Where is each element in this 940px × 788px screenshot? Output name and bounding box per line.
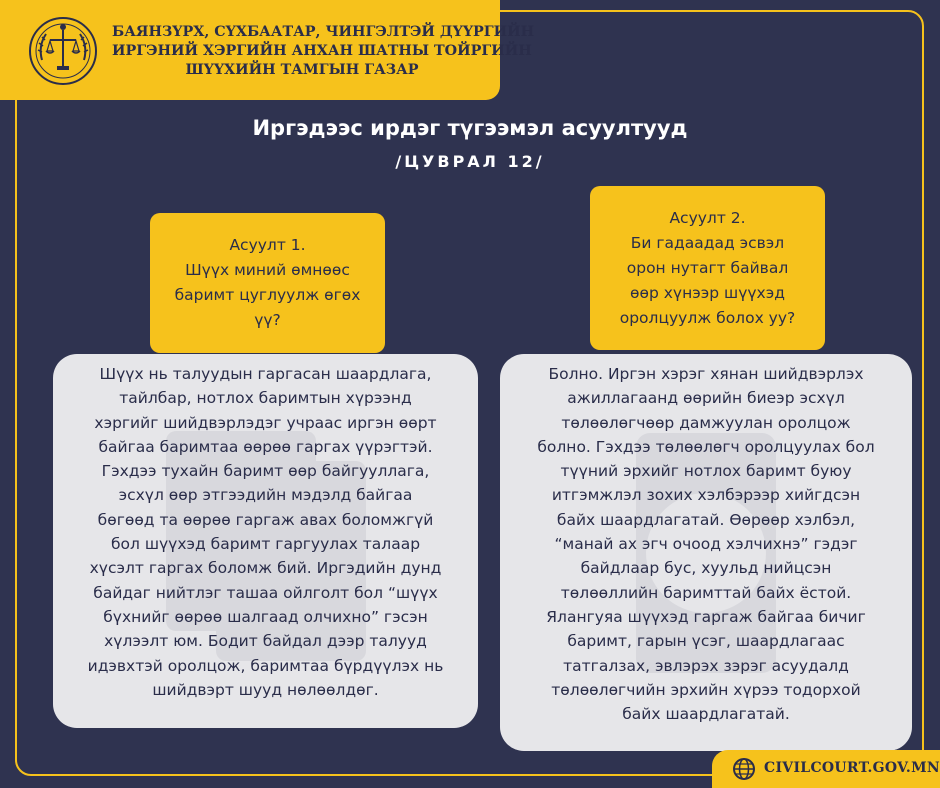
answer-text-line: итгэмжлэл зохих хэлбэрээр хийгдсэн bbox=[551, 486, 861, 505]
answer-text-line: байх шаардлагатай. bbox=[622, 705, 790, 724]
answer-text-line: тайлбар, нотлох баримтын хүрээнд bbox=[119, 389, 412, 408]
question-text-line: орон нутагт байвал bbox=[626, 258, 789, 277]
question-text-line: Би гадаадад эсвэл bbox=[630, 233, 785, 252]
answer-text-line: эсхүл өөр этгээдийн мэдэлд байгаа bbox=[118, 486, 413, 505]
answer-text-line: бөгөөд та өөрөө гаргаж авах боломжгүй bbox=[97, 510, 434, 529]
question-2-box bbox=[590, 186, 825, 350]
answer-text-line: байдаг нийтлэг ташаа ойлголт бол “шүүх bbox=[93, 583, 438, 602]
answer-text-line: бүхнийг өөрөө шалгаад олчихно” гэсэн bbox=[103, 607, 428, 626]
organization-name bbox=[112, 23, 535, 80]
org-name-line: ШҮҮХИЙН ТАМГЫН ГАЗАР bbox=[185, 62, 419, 78]
answer-text-line: хүлээлт юм. Бодит байдал дээр талууд bbox=[104, 632, 427, 651]
answer-text-line: идэвхтэй оролцож, баримтаа бүрдүүлэх нь bbox=[87, 656, 444, 675]
answer-text-line: баримт, гарын үсэг, шаардлагаас bbox=[567, 632, 845, 651]
globe-icon bbox=[732, 757, 756, 781]
answer-text-line: Шүүх нь талуудын гаргасан шаардлага, bbox=[99, 365, 432, 383]
org-name-line: БАЯНЗҮРХ, СҮХБААТАР, ЧИНГЭЛТЭЙ ДҮҮРГИЙН bbox=[112, 24, 535, 40]
answer-text-line: Гэхдээ тухайн баримт өөр байгууллага, bbox=[101, 462, 430, 481]
footer-website-badge bbox=[712, 750, 940, 788]
court-emblem-icon bbox=[28, 16, 98, 86]
answer-2-box bbox=[500, 354, 912, 751]
answer-1-box bbox=[53, 354, 478, 728]
answer-text-line: Болно. Иргэн хэрэг хянан шийдвэрлэх bbox=[548, 365, 864, 383]
answer-text-line: байгаа баримтаа өөрөө гаргах үүрэгтэй. bbox=[98, 437, 433, 456]
answer-text-line: төлөөлөгчөөр дамжуулан оролцож bbox=[561, 413, 851, 432]
answer-text-line: байх шаардлагатай. Өөрөөр хэлбэл, bbox=[556, 510, 856, 529]
answer-text-line: хэргийг шийдвэрлэдэг учраас иргэн өөрт bbox=[94, 413, 437, 432]
answer-text-line: төлөөлөгчийн эрхийн хүрээ тодорхой bbox=[551, 680, 861, 699]
answer-text-line: татгалзах, эвлэрэх зэрэг асуудалд bbox=[563, 656, 849, 675]
answer-text-line: төлөөллийн баримттай байх ёстой. bbox=[560, 583, 852, 602]
answer-text-line: хүсэлт гаргах боломж бий. Иргэдийн дунд bbox=[89, 559, 442, 578]
org-name-line: ИРГЭНИЙ ХЭРГИЙН АНХАН ШАТНЫ ТОЙРГИЙН bbox=[112, 43, 532, 59]
answer-text-line: Ялангуяа шүүхэд гаргаж байгаа бичиг bbox=[546, 607, 866, 626]
page-title: Иргэдээс ирдэг түгээмэл асуултууд bbox=[252, 116, 688, 140]
question-label: Асуулт 2. bbox=[669, 208, 746, 227]
question-label: Асуулт 1. bbox=[229, 236, 306, 254]
question-text-line: оролцуулж болох уу? bbox=[619, 308, 796, 327]
website-url[interactable]: CIVILCOURT.GOV.MN bbox=[764, 760, 940, 776]
answer-text-line: бол шүүхэд баримт гаргуулах талаар bbox=[110, 535, 421, 554]
answer-text-line: ажиллагаанд өөрийн биеэр эсхүл bbox=[567, 389, 845, 408]
answer-text-line: болно. Гэхдээ төлөөлөгч оролцуулах бол bbox=[537, 437, 875, 456]
series-subtitle: /ЦУВРАЛ 12/ bbox=[395, 152, 545, 171]
answer-text-line: байдлаар бус, хуульд нийцсэн bbox=[580, 559, 832, 578]
header-banner bbox=[0, 0, 535, 100]
answer-text-line: шийдвэрт шууд нөлөөлдөг. bbox=[152, 680, 379, 699]
answer-text-line: “манай ах эгч очоод хэлчихнэ” гэдэг bbox=[554, 535, 858, 554]
question-1-box bbox=[150, 213, 385, 353]
question-text-line: өөр хүнээр шүүхэд bbox=[630, 283, 785, 302]
question-text-line: үү? bbox=[254, 311, 281, 329]
question-text-line: Шүүх миний өмнөөс bbox=[185, 261, 350, 279]
answer-text-line: түүний эрхийг нотлох баримт буюу bbox=[560, 462, 852, 481]
question-text-line: баримт цуглуулж өгөх bbox=[174, 286, 361, 304]
